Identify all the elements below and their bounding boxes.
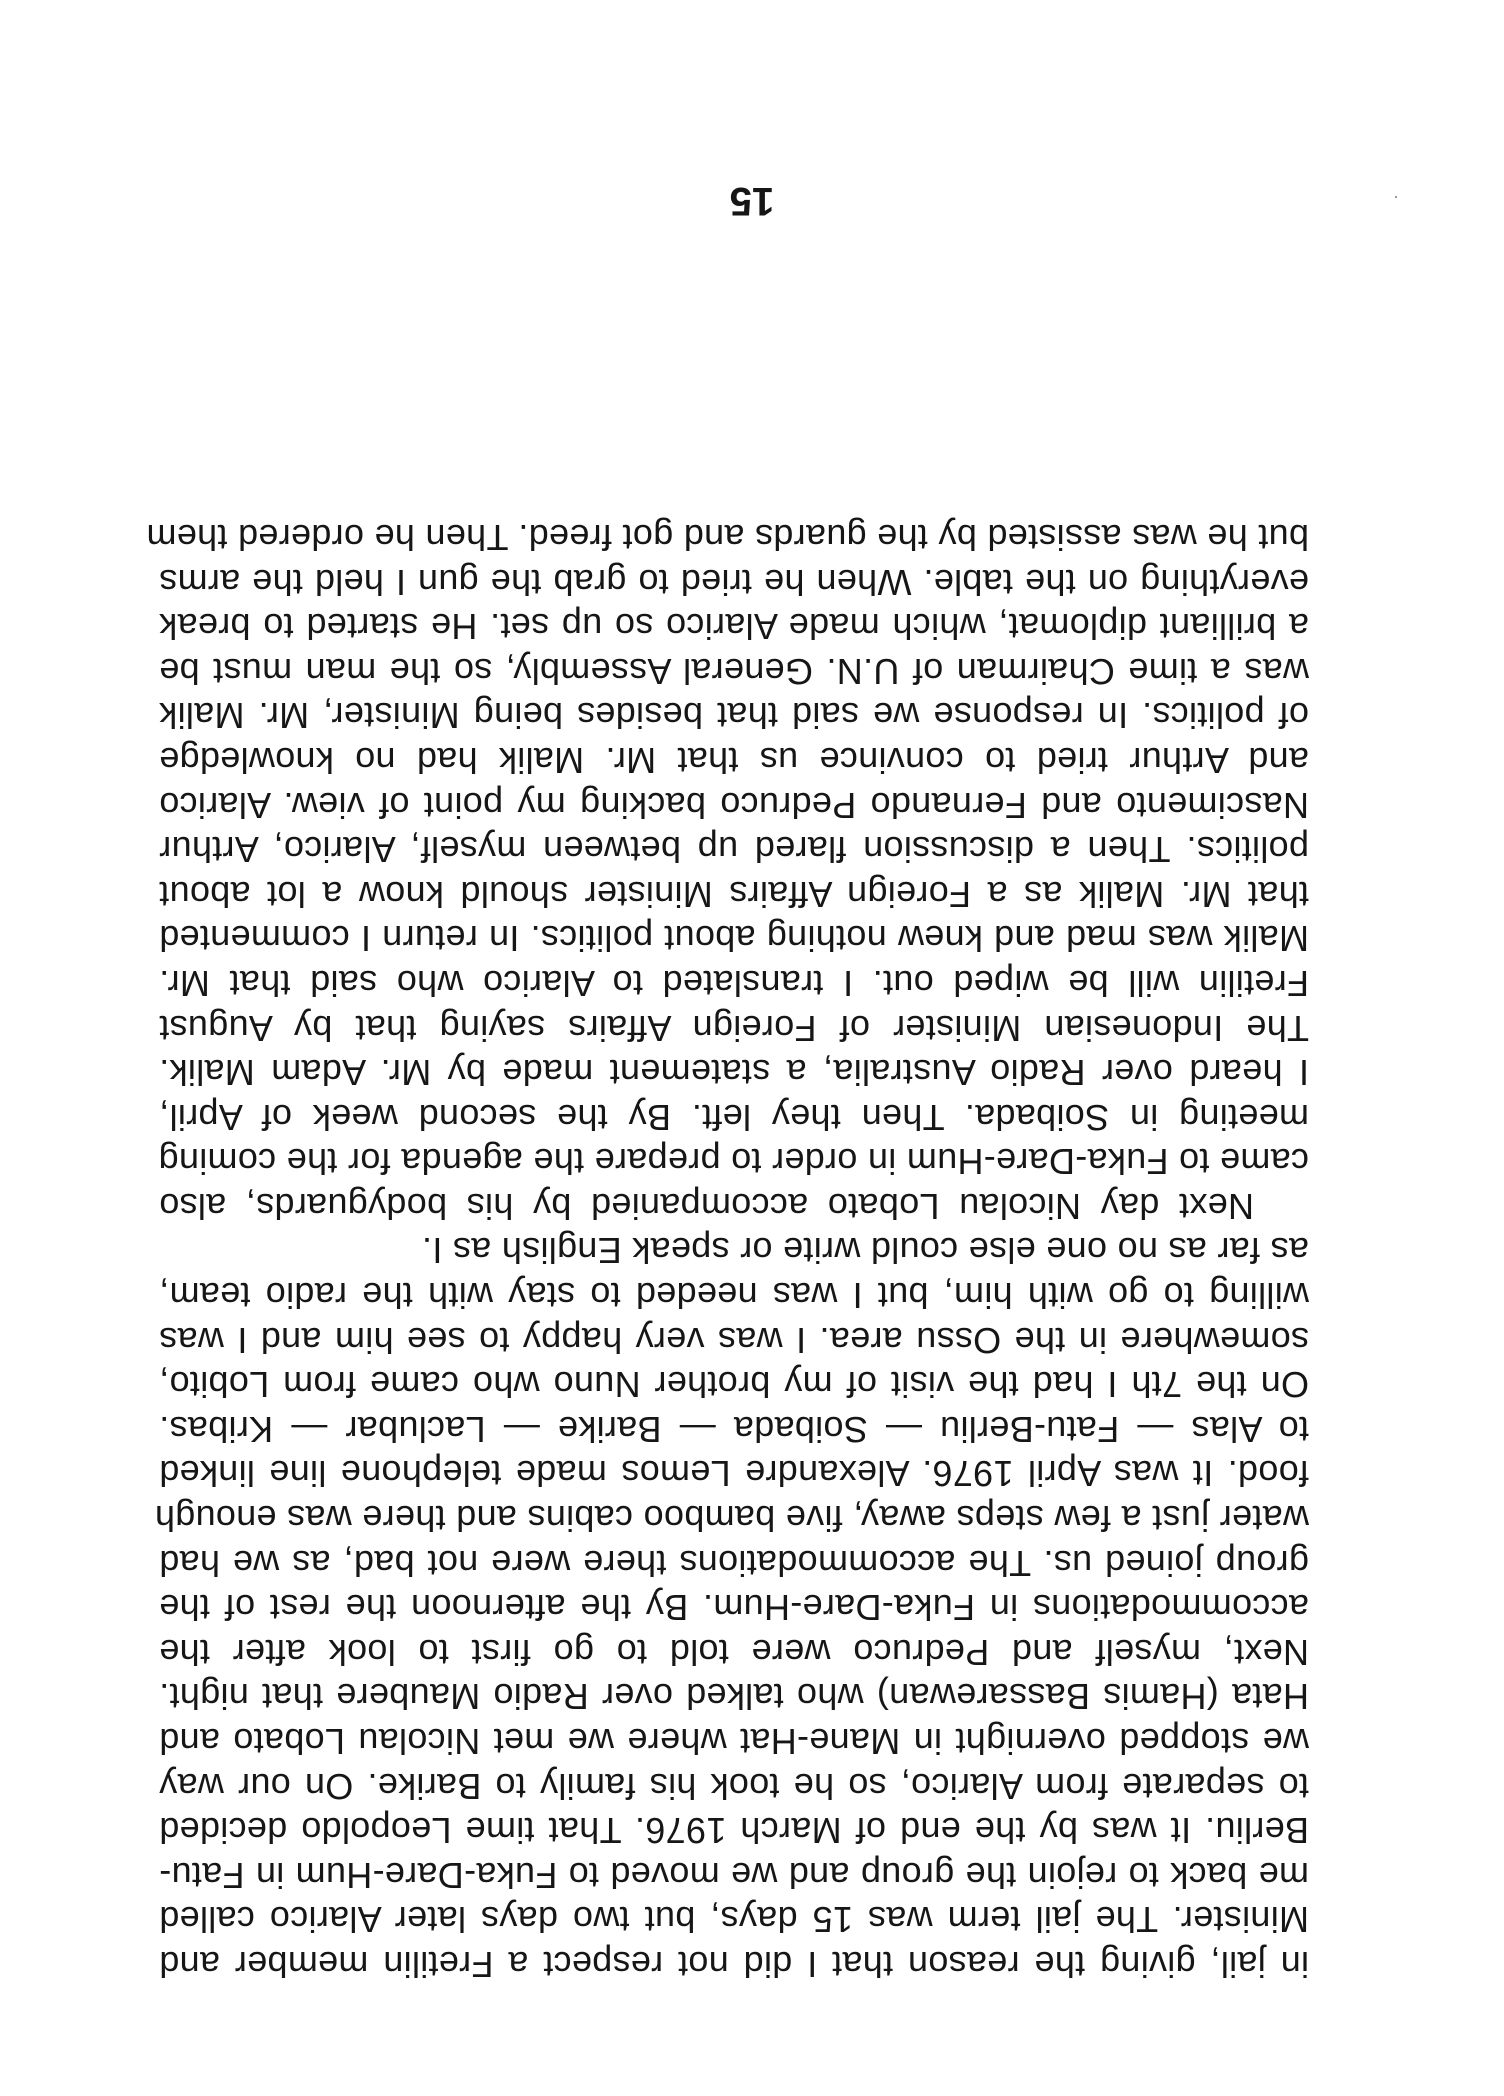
body-text: [146, 514, 1309, 1986]
text-line: came to Fuka-Dare-Hum in order to prepare the agenda for the coming: [158, 1141, 1309, 1183]
text-line: Malik was mad and knew nothing about politics. In return I commented: [159, 918, 1309, 960]
text-line: Minister. The jail term was 15 days, but two days later Alarico called: [159, 1899, 1309, 1941]
text-line: that Mr. Malik as a Foreign Affairs Minister should know a lot about: [159, 873, 1309, 915]
text-line: The Indonesian Minister of Foreign Affairs saying that by August: [159, 1007, 1309, 1049]
text-line: willing to go with him, but I was needed to stay with the radio team,: [159, 1275, 1309, 1317]
text-line: to separate from Alarico, so he took his family to Barike. On our way: [159, 1765, 1309, 1807]
text-line: of politics. In response we said that besides being Minister, Mr. Malik: [159, 695, 1309, 737]
text-line: everything on the table. When he tried to grab the gun I held the arms: [159, 561, 1309, 603]
paragraph-start-line: Next day Nicolau Lobato accompanied by his bodyguards, also: [159, 1185, 1254, 1227]
scan-speck: [1395, 196, 1397, 198]
text-line: Nascimento and Fernando Pedruco backing my point of view. Alarico: [159, 784, 1309, 826]
page-number: 15: [729, 179, 775, 223]
text-line: On the 7th I had the visit of my brother Nuno who came from Lobito,: [159, 1364, 1309, 1406]
text-line: in jail, giving the reason that I did not respect a Fretilin member and: [159, 1944, 1309, 1985]
text-line: a brilliant diplomat, which made Alarico so up set. He started to break: [159, 606, 1309, 648]
text-line: Fretilin will be wiped out. I translated to Alarico who said that Mr.: [159, 962, 1309, 1004]
text-line: me back to rejoin the group and we moved to Fuka-Dare-Hum in Fatu-: [159, 1854, 1309, 1896]
text-line: Berliu. It was by the end of March 1976. That time Leopoldo decided: [159, 1810, 1309, 1852]
text-line: food. It was April 1976. Alexandre Lemos made telephone line linked: [159, 1453, 1309, 1495]
text-line: was a time Chairman of U.N. General Assembly, so the man must be: [159, 650, 1309, 692]
text-line: and Arthur tried to convince us that Mr. Malik had no knowledge: [159, 739, 1309, 781]
text-line: water just a few steps away, five bamboo cabins and there was enough: [154, 1498, 1309, 1540]
text-line: group joined us. The accommodations there were not bad, as we had: [159, 1542, 1309, 1584]
text-line: to Alas — Fatu-Berliu — Soibada — Barike — Laclubar — Kribas.: [159, 1408, 1309, 1450]
text-line: we stopped overnight in Mane-Hat where we met Nicolau Lobato and: [159, 1721, 1309, 1763]
text-line: meeting in Soibada. Then they left. By the second week of April,: [159, 1096, 1309, 1138]
text-line: Next, myself and Pedruco were told to go first to look after the: [159, 1631, 1309, 1673]
text-line: I heard over Radio Australia, a statement made by Mr. Adam Malik.: [159, 1052, 1309, 1094]
text-line: Hata (Hamis Bassarewan) who talked over Radio Maubere that night.: [159, 1676, 1309, 1718]
text-line: somewhere in the Ossu area. I was very happy to see him and I was: [159, 1319, 1309, 1361]
text-line: but he was assisted by the guards and got freed. Then he ordered them: [146, 517, 1309, 558]
text-line: accommodations in Fuka-Dare-Hum. By the afternoon the rest of the: [159, 1587, 1309, 1629]
paragraph-end-line: as far as no one else could write or speak English as I.: [421, 1230, 1309, 1272]
text-line: politics. Then a discussion flared up between myself, Alarico, Arthur: [159, 829, 1309, 871]
